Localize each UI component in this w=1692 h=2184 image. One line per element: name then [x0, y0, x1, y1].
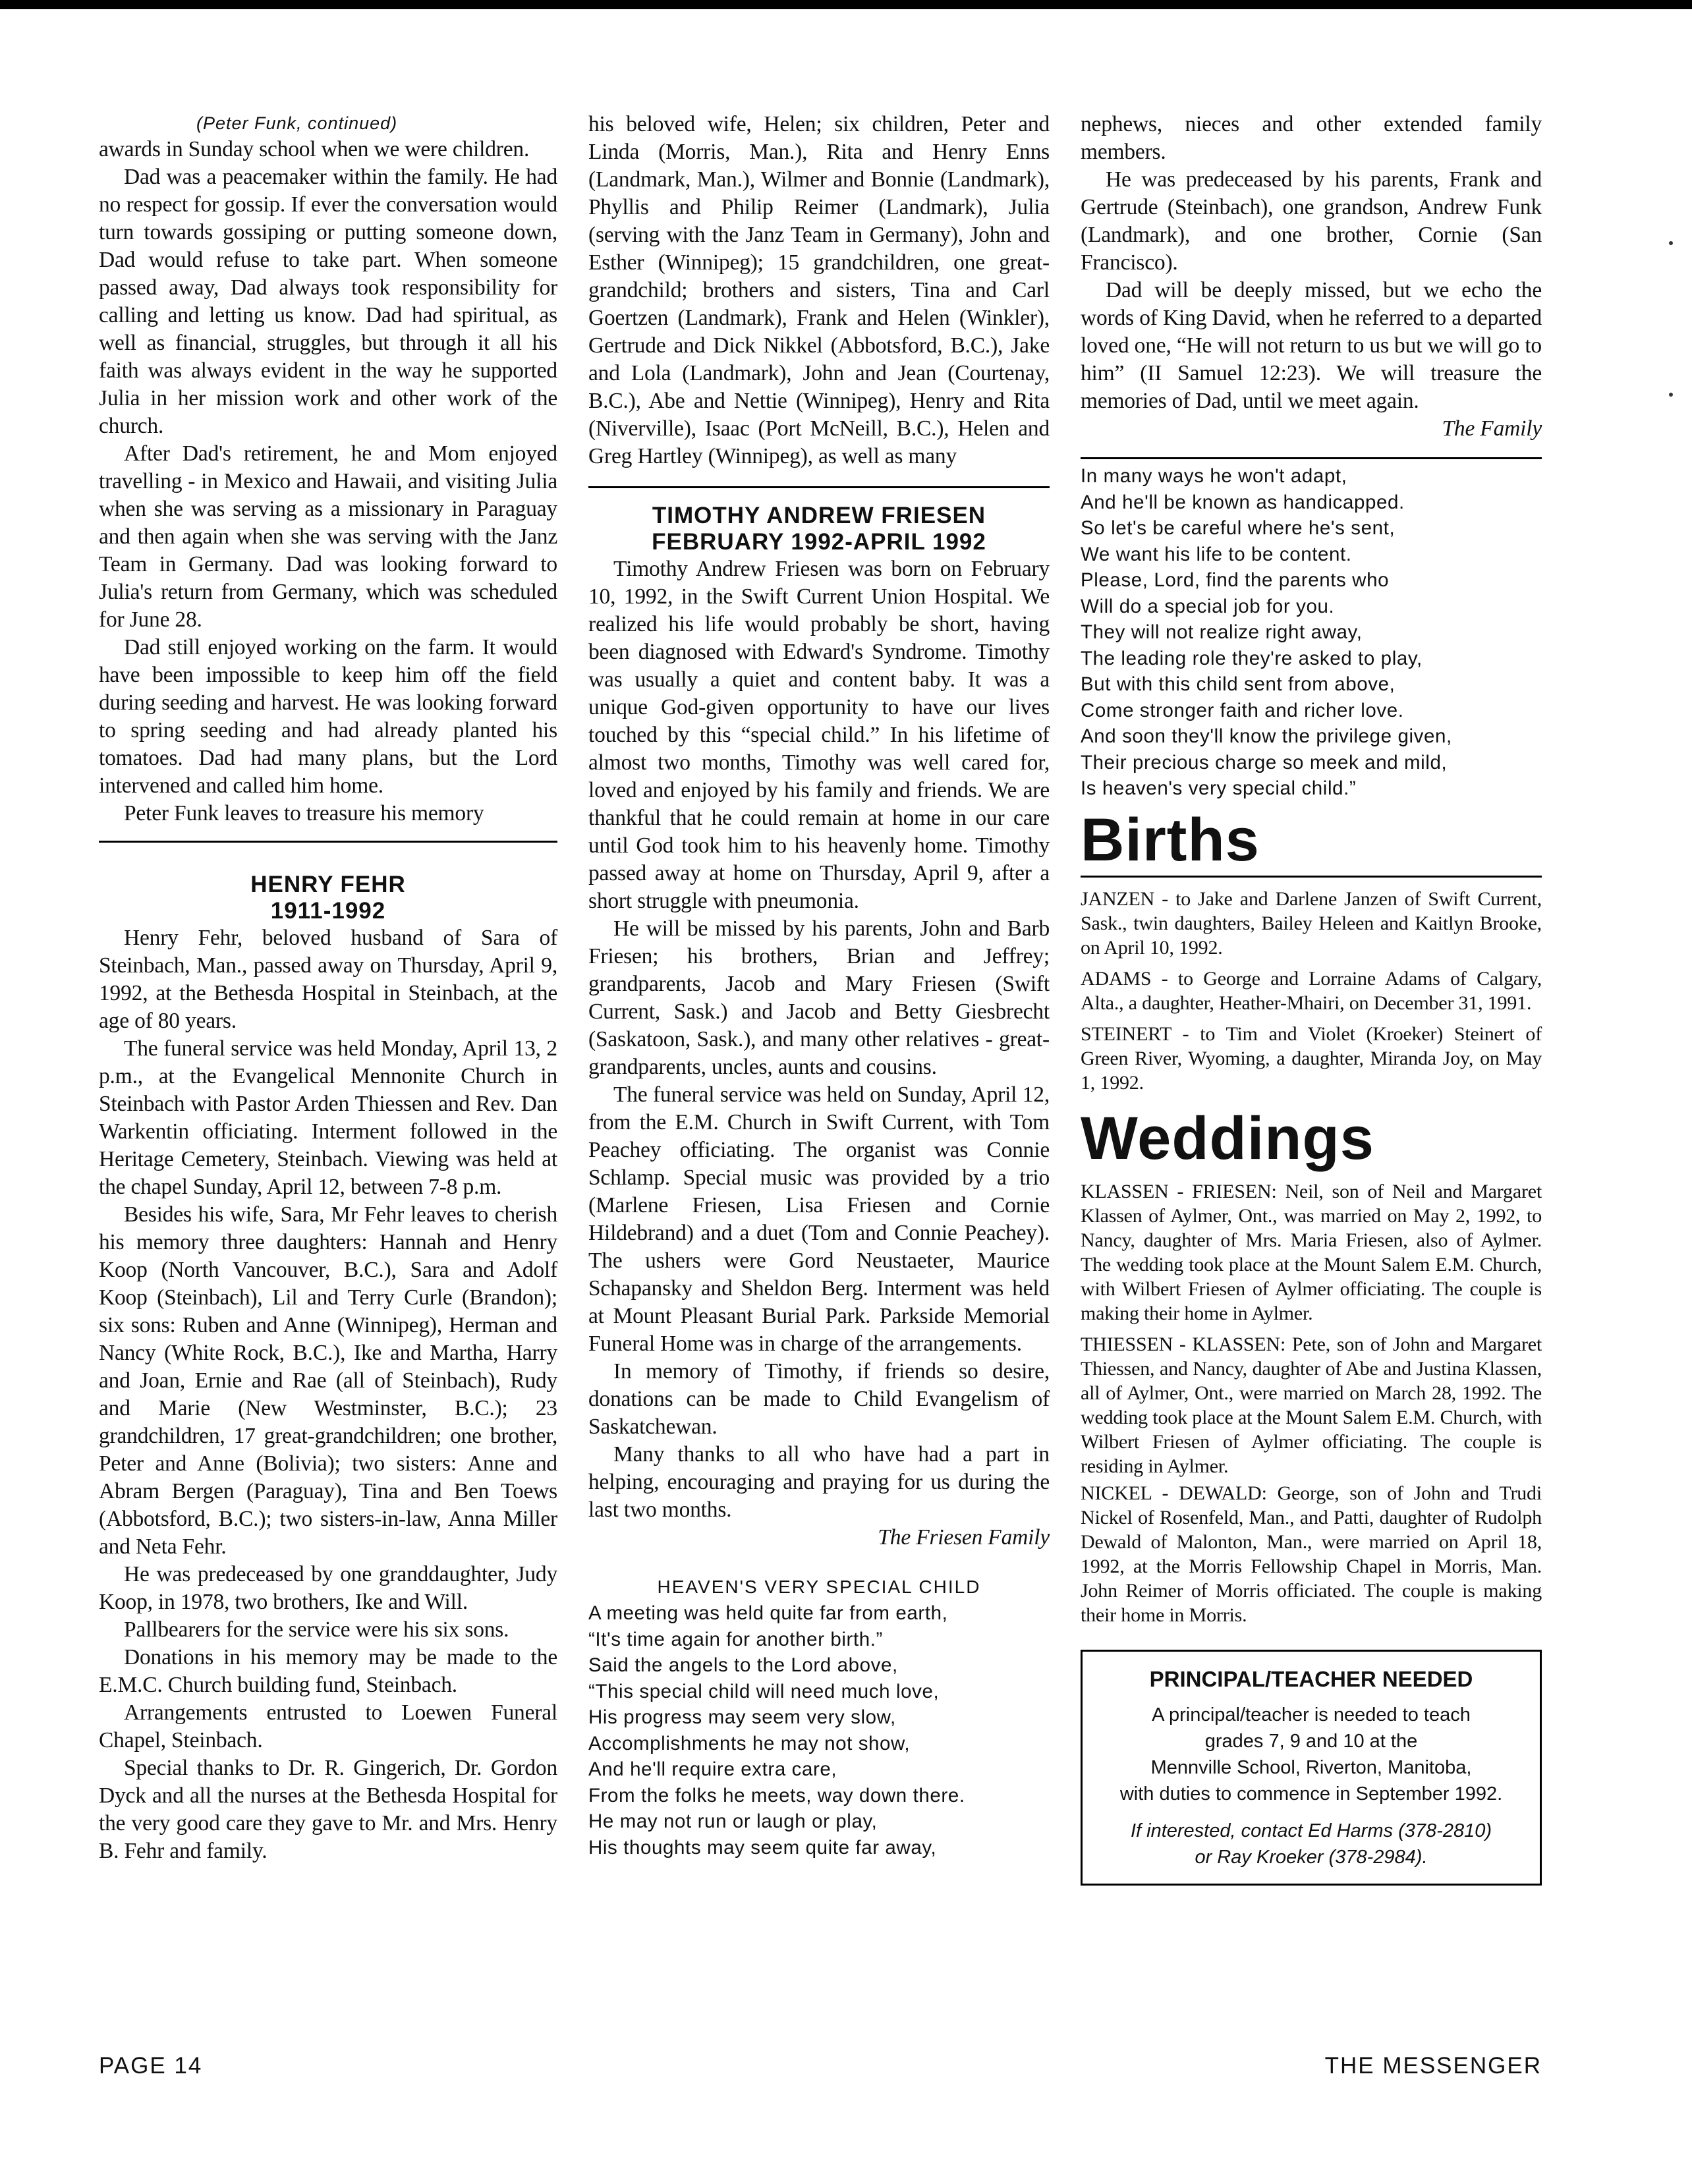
- scan-speck: [1669, 393, 1673, 397]
- funk-paragraph: Dad was a peacemaker within the family. He had no respect for gossip. If ever the conversation would turn towards gossiping or putting someone down, Dad would refuse to take part. When someone passed away, Dad always took responsibility for calling and letting us know. Dad had spiritual, as well as financial, struggles, but through it all his faith was always evident in the way he supported Julia in her mission work and other work of the church.: [99, 165, 557, 438]
- weddings-heading: Weddings: [1081, 1104, 1374, 1172]
- poem-line: A meeting was held quite far from earth,: [588, 1602, 948, 1624]
- poem-part-2: [1081, 463, 1542, 802]
- section-divider: [1081, 457, 1542, 459]
- scan-speck: [1669, 241, 1673, 245]
- column-2: [588, 111, 1050, 1861]
- poem-line: “It's time again for another birth.”: [588, 1628, 883, 1650]
- poem-line: Will do a special job for you.: [1081, 595, 1335, 617]
- birth-notice: STEINERT - to Tim and Violet (Kroeker) Steinert of Green River, Wyoming, a daughter, Miranda Joy, on May 1, 1992.: [1081, 1022, 1542, 1094]
- fehr-paragraph: The funeral service was held Monday, April 13, 2 p.m., at the Evangelical Mennonite Church in Steinbach with Pastor Arden Thiessen and Rev. Dan Warkentin officiating. Interment followed in the Heritage Cemetery, Steinbach. Viewing was held at the chapel Sunday, April 12, between 7-8 p.m.: [99, 1036, 557, 1199]
- page-number: PAGE 14: [99, 2053, 203, 2079]
- poem-title: HEAVEN'S VERY SPECIAL CHILD: [657, 1577, 981, 1597]
- funk-signature: The Family: [1442, 416, 1542, 441]
- poem-line: In many ways he won't adapt,: [1081, 465, 1347, 487]
- column-3: [1081, 111, 1542, 1886]
- funk-paragraph: After Dad's retirement, he and Mom enjoyed travelling - in Mexico and Hawaii, and visiting Julia when she was serving as a missionary in Paraguay and then again when she was serving with the Janz Team in Germany. Dad was looking forward to Julia's return from Germany, which was scheduled for June 28.: [99, 441, 557, 632]
- birth-notice: ADAMS - to George and Lorraine Adams of Calgary, Alta., a daughter, Heather-Mhairi, on December 31, 1991.: [1081, 967, 1542, 1014]
- poem-line: And soon they'll know the privilege given,: [1081, 725, 1452, 747]
- poem-line: And he'll be known as handicapped.: [1081, 491, 1405, 513]
- poem-part-1: [588, 1600, 1050, 1861]
- funk-family-list: his beloved wife, Helen; six children, Peter and Linda (Morris, Man.), Rita and Henry Enns (Landmark, Man.), Wilmer and Bonnie (Landmark), Phyllis and Philip Reimer (Landmark), Julia (serving with the Janz Team in Germany), John and Esther (Winnipeg); 15 grandchildren, one great-grandchild; brothers and sisters, Tina and Carl Goertzen (Landmark), Frank and Helen (Winkler), Gertrude and Dick Nikkel (Abbotsford, B.C.), Jake and Lola (Landmark), John and Jean (Courtenay, B.C.), Abe and Nettie (Winnipeg), Henry and Rita (Niverville), Isaac (Port McNeill, B.C.), Helen and Greg Hartley (Winnipeg), as well as many: [588, 112, 1050, 468]
- poem-line: Is heaven's very special child.”: [1081, 777, 1357, 799]
- fehr-paragraph: Arrangements entrusted to Loewen Funeral Chapel, Steinbach.: [99, 1700, 557, 1752]
- continued-label: (Peter Funk, continued): [196, 113, 398, 133]
- column-1: [99, 111, 557, 1865]
- friesen-dates: FEBRUARY 1992-APRIL 1992: [652, 529, 986, 555]
- fehr-paragraph: Donations in his memory may be made to the E.M.C. Church building fund, Steinbach.: [99, 1645, 557, 1697]
- poem-line: His progress may seem very slow,: [588, 1706, 896, 1728]
- fehr-paragraph: Pallbearers for the service were his six sons.: [124, 1617, 509, 1642]
- friesen-paragraph: The funeral service was held on Sunday, April 12, from the E.M. Church in Swift Current, with Tom Peachey officiating. The organist was Connie Schlamp. Special music was provided by a trio (Marlene Friesen, Lisa Friesen and Cornie Hildebrand) and a duet (Tom and Connie Peachey). The ushers were Gord Neustaeter, Maurice Schapansky and Sheldon Berg. Interment was held at Mount Pleasant Burial Park. Parkside Memorial Funeral Home was in charge of the arrangements.: [588, 1082, 1050, 1356]
- weddings-list: [1081, 1179, 1542, 1627]
- poem-line: “This special child will need much love,: [588, 1680, 940, 1702]
- funk-paragraph: Peter Funk leaves to treasure his memory: [124, 801, 484, 826]
- publication-name: THE MESSENGER: [1324, 2053, 1542, 2079]
- poem-line: And he'll require extra care,: [588, 1758, 837, 1780]
- funk-paragraph: He was predeceased by his parents, Frank and Gertrude (Steinbach), one grandson, Andrew Funk (Landmark), and one brother, Cornie (San Francisco).: [1081, 167, 1542, 275]
- funk-paragraph: Dad will be deeply missed, but we echo the words of King David, when he referred to a departed loved one, “He will not return to us but we will go to him” (II Samuel 12:23). We will treasure the memories of Dad, until we meet again.: [1081, 278, 1542, 413]
- fehr-paragraph: Henry Fehr, beloved husband of Sara of Steinbach, Man., passed away on Thursday, April 9, 1992, at the Bethesda Hospital in Steinbach, at the age of 80 years.: [99, 926, 557, 1033]
- poem-line: He may not run or laugh or play,: [588, 1810, 878, 1832]
- funk-paragraph: nephews, nieces and other extended family members.: [1081, 112, 1542, 164]
- job-ad-contact: or Ray Kroeker (378-2984).: [1195, 1846, 1428, 1868]
- friesen-paragraph: Many thanks to all who have had a part in helping, encouraging and praying for us during the last two months.: [588, 1442, 1050, 1522]
- poem-line: Come stronger faith and richer love.: [1081, 699, 1404, 721]
- friesen-name: TIMOTHY ANDREW FRIESEN: [652, 503, 986, 528]
- poem-line: From the folks he meets, way down there.: [588, 1784, 965, 1806]
- poem-line: They will not realize right away,: [1081, 621, 1363, 643]
- fehr-name: HENRY FEHR: [250, 872, 406, 897]
- job-ad-line: with duties to commence in September 1992.: [1119, 1783, 1503, 1805]
- poem-line: Accomplishments he may not show,: [588, 1732, 911, 1754]
- births-rule: [1081, 876, 1542, 878]
- poem-line: The leading role they're asked to play,: [1081, 647, 1423, 669]
- poem-line: So let's be careful where he's sent,: [1081, 517, 1396, 539]
- poem-line: His thoughts may seem quite far away,: [588, 1836, 937, 1859]
- wedding-notice: KLASSEN - FRIESEN: Neil, son of Neil and Margaret Klassen of Aylmer, Ont., was married on May 2, 1992, to Nancy, daughter of Mrs. Maria Friesen, also of Aylmer. The wedding took place at the Mount Salem E.M. Church, with Wilbert Friesen of Aylmer officiating. The couple is making their home in Aylmer.: [1081, 1180, 1542, 1324]
- poem-line: Please, Lord, find the parents who: [1081, 569, 1390, 591]
- friesen-paragraph: In memory of Timothy, if friends so desire, donations can be made to Child Evangelism of Saskatchewan.: [588, 1359, 1050, 1439]
- wedding-notice: NICKEL - DEWALD: George, son of John and Trudi Nickel of Rosenfeld, Man., and Patti, daughter of Rudolph Dewald of Malonton, Man., were married on April 18, 1992, at the Morris Fellowship Chapel in Morris, Man. John Reimer of Morris officiated. The couple is making their home in Morris.: [1081, 1482, 1542, 1626]
- job-ad-line: grades 7, 9 and 10 at the: [1204, 1730, 1418, 1752]
- births-list: [1081, 887, 1542, 1095]
- friesen-signature: The Friesen Family: [878, 1525, 1050, 1550]
- poem-line: Their precious charge so meek and mild,: [1081, 751, 1448, 773]
- births-heading: Births: [1081, 806, 1260, 874]
- fehr-paragraph: He was predeceased by one granddaughter, Judy Koop, in 1978, two brothers, Ike and Will.: [99, 1562, 557, 1614]
- job-ad-box: [1081, 1650, 1542, 1886]
- funk-paragraph: awards in Sunday school when we were children.: [99, 137, 530, 161]
- job-ad-contact: If interested, contact Ed Harms (378-2810): [1130, 1820, 1492, 1841]
- poem-line: But with this child sent from above,: [1081, 673, 1396, 695]
- fehr-years: 1911-1992: [270, 898, 386, 924]
- top-border: [0, 0, 1692, 9]
- fehr-paragraph: Besides his wife, Sara, Mr Fehr leaves to cherish his memory three daughters: Hannah and Henry Koop (North Vancouver, B.C.), Sara and Adolf Koop (Steinbach), Lil and Terry Curle (Brandon); six sons: Ruben and Anne (Winnipeg), Herman and Nancy (White Rock, B.C.), Ike and Martha, Harry and Joan, Ernie and Rae (all of Steinbach), Rudy and Marie (New Westminster, B.C.); 23 grandchildren, 17 great-grandchildren; one brother, Peter and Anne (Bolivia); two sisters: Anne and Abram Bergen (Paraguay), Tina and Ben Toews (Abbotsford, B.C.); two sisters-in-law, Anna Miller and Neta Fehr.: [99, 1202, 557, 1559]
- friesen-paragraph: He will be missed by his parents, John and Barb Friesen; his brothers, Brian and Jeffrey; grandparents, Jacob and Mary Friesen (Swift Current, Sask.) and Jacob and Betty Giesbrecht (Saskatoon, Sask.), and many other relatives - great-grandparents, uncles, aunts and cousins.: [588, 916, 1050, 1079]
- fehr-paragraph: Special thanks to Dr. R. Gingerich, Dr. Gordon Dyck and all the nurses at the Bethesda Hospital for the very good care they gave to Mr. and Mrs. Henry B. Fehr and family.: [99, 1756, 557, 1863]
- job-ad-line: Mennville School, Riverton, Manitoba,: [1150, 1756, 1472, 1778]
- poem-line: Said the angels to the Lord above,: [588, 1654, 898, 1676]
- job-ad-line: A principal/teacher is needed to teach: [1152, 1704, 1471, 1725]
- funk-paragraph: Dad still enjoyed working on the farm. It would have been impossible to keep him off the field during seeding and harvest. He was looking forward to spring seeding and had already planted his tomatoes. Dad had many plans, but the Lord intervened and called him home.: [99, 635, 557, 798]
- job-ad-title: PRINCIPAL/TEACHER NEEDED: [1149, 1666, 1473, 1691]
- wedding-notice: THIESSEN - KLASSEN: Pete, son of John and Margaret Thiessen, and Nancy, daughter of Abe and Justina Klassen, all of Aylmer, Ont., were married on March 28, 1992. The wedding took place at the Mount Salem E.M. Church, with Wilbert Friesen of Aylmer officiating. The couple is residing in Aylmer.: [1081, 1333, 1542, 1477]
- friesen-paragraph: Timothy Andrew Friesen was born on February 10, 1992, in the Swift Current Union Hospital. We realized his life would probably be short, having been diagnosed with Edward's Syndrome. Timothy was usually a quiet and content baby. It was a unique God-given opportunity to have our lives touched by this “special child.” In his lifetime of almost two months, Timothy was well cared for, loved and enjoyed by his family and friends. We are thankful that he could remain at home in our care until God took him to his heavenly home. Timothy passed away at home on Thursday, April 9, after a short struggle with pneumonia.: [588, 557, 1050, 913]
- birth-notice: JANZEN - to Jake and Darlene Janzen of Swift Current, Sask., twin daughters, Bailey Heleen and Kaitlyn Brooke, on April 10, 1992.: [1081, 887, 1542, 959]
- poem-line: We want his life to be content.: [1081, 543, 1352, 565]
